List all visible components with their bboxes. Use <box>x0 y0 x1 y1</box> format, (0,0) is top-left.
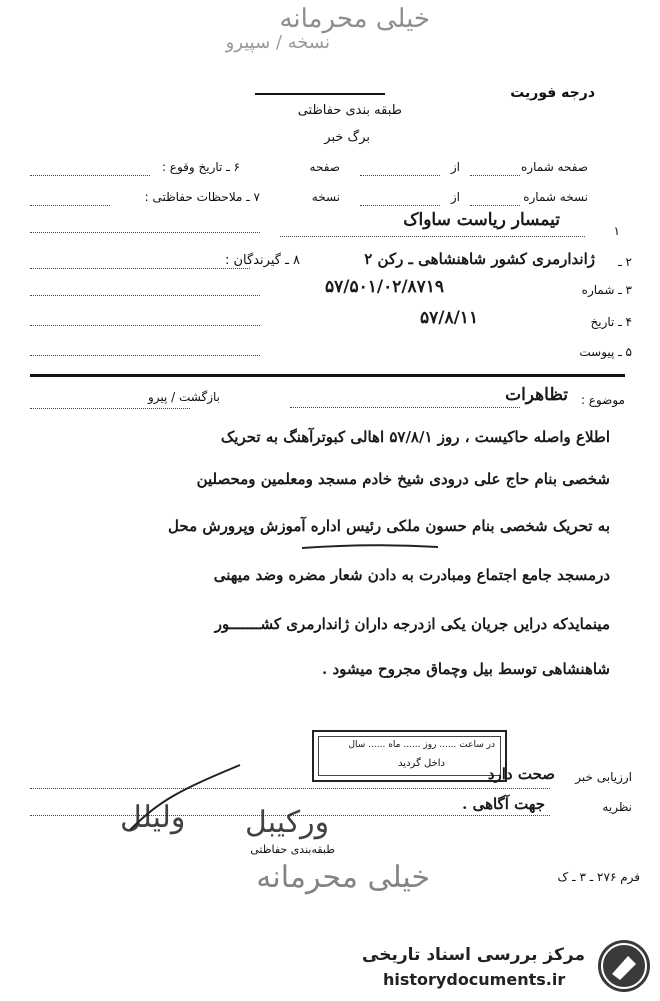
sheet-label: برگ خبر <box>324 130 370 145</box>
signature-2: ورکیبل <box>245 805 330 840</box>
form-number: فرم ۲۷۶ ـ ۳ ـ ک <box>557 870 640 884</box>
signature-1: ولیلل <box>120 800 186 835</box>
body-line-5: مینمایدکه درایں جریان یکی ازدرجه داران ژاندارمری کشـــــــور <box>214 615 610 633</box>
receipt-stamp-line-2: داخل گردید <box>398 758 445 769</box>
return-ref-label: بازگشت / پیرو <box>147 390 220 404</box>
field-8-label: ۸ ـ گیرندگان : <box>225 253 300 268</box>
field-3-value: ۵۷/۵۰۱/۰۲/۸۷۱۹ <box>325 277 445 297</box>
archive-logo-icon <box>598 940 650 992</box>
field-1-value: تیمسار ریاست ساواک <box>403 210 560 230</box>
bottom-classification-stamp: خیلی محرمانه <box>256 860 430 895</box>
opinion-label: نظریه <box>602 800 632 814</box>
archive-logo <box>598 940 650 992</box>
header-rule <box>255 93 385 95</box>
field-2-value: ژاندارمری کشور شاهنشاهی ـ رکن ۲ <box>364 250 595 268</box>
underline-mark <box>300 542 440 552</box>
field-5-label: ۵ ـ پیوست <box>579 345 632 359</box>
body-line-2: شخصی بنام حاج علی درودی شیخ خادم مسجد ومعلمین ومحصلین <box>196 470 610 488</box>
receipt-stamp <box>312 730 507 782</box>
body-line-4: درمسجد جامع اجتماع ومبادرت به دادن شعار مضره وضد میهنی <box>213 566 610 584</box>
body-line-3: به تحریک شخصی بنام حسون ملکی رئیس اداره آموزش وپرورش محل <box>168 517 610 535</box>
field-1-number: ۱ <box>613 224 620 238</box>
page-number-label: صفحه شماره <box>521 160 588 174</box>
footer-classification-label: طبقه‌بندی حفاظتی <box>250 843 335 856</box>
field-2-number: ۲ ـ <box>618 255 632 269</box>
section-divider <box>30 374 625 377</box>
top-classification-stamp: خیلی محرمانه <box>279 4 430 34</box>
signature-stroke <box>120 760 250 840</box>
copy-number-label: نسخه شماره <box>523 190 588 204</box>
subject-label: موضوع : <box>580 393 625 407</box>
evaluation-label: ارزیابی خبر <box>575 770 632 784</box>
subject-value: تظاهرات <box>505 385 568 405</box>
classification-label: طبقه بندی حفاظتی <box>297 103 402 118</box>
top-copy-stamp: نسخه / سپیرو <box>225 32 330 53</box>
page-label: صفحه <box>309 160 340 174</box>
from-label-2: از <box>450 190 460 204</box>
field-4-value: ۵۷/۸/۱۱ <box>420 308 479 328</box>
occurrence-date-label: ۶ ـ تاریخ وقوع : <box>161 160 240 174</box>
archive-url: historydocuments.ir <box>383 970 566 989</box>
field-3-label: ۳ ـ شماره <box>581 283 632 297</box>
receipt-stamp-line-1: در ساعت ...... روز ...... ماه ...... سال <box>348 740 495 750</box>
opinion-value: جهت آگاهی . <box>462 795 545 813</box>
from-label-1: از <box>450 160 460 174</box>
body-line-6: شاهنشاهی توسط بیل وچماق مجروح میشود . <box>322 660 610 678</box>
urgency-label: درجه فوریت <box>510 85 595 101</box>
copy-label: نسخه <box>311 190 340 204</box>
field-4-label: ۴ ـ تاریخ <box>590 315 632 329</box>
archive-org-name: مرکز بررسی اسناد تاریخی <box>362 945 585 965</box>
security-notes-label: ۷ ـ ملاحظات حفاظتی : <box>144 190 260 204</box>
body-line-1: اطلاع واصله حاکیست ، روز ۵۷/۸/۱ اهالی کبوترآهنگ به تحریک <box>220 428 610 446</box>
evaluation-value: صحت دارد <box>487 765 555 783</box>
